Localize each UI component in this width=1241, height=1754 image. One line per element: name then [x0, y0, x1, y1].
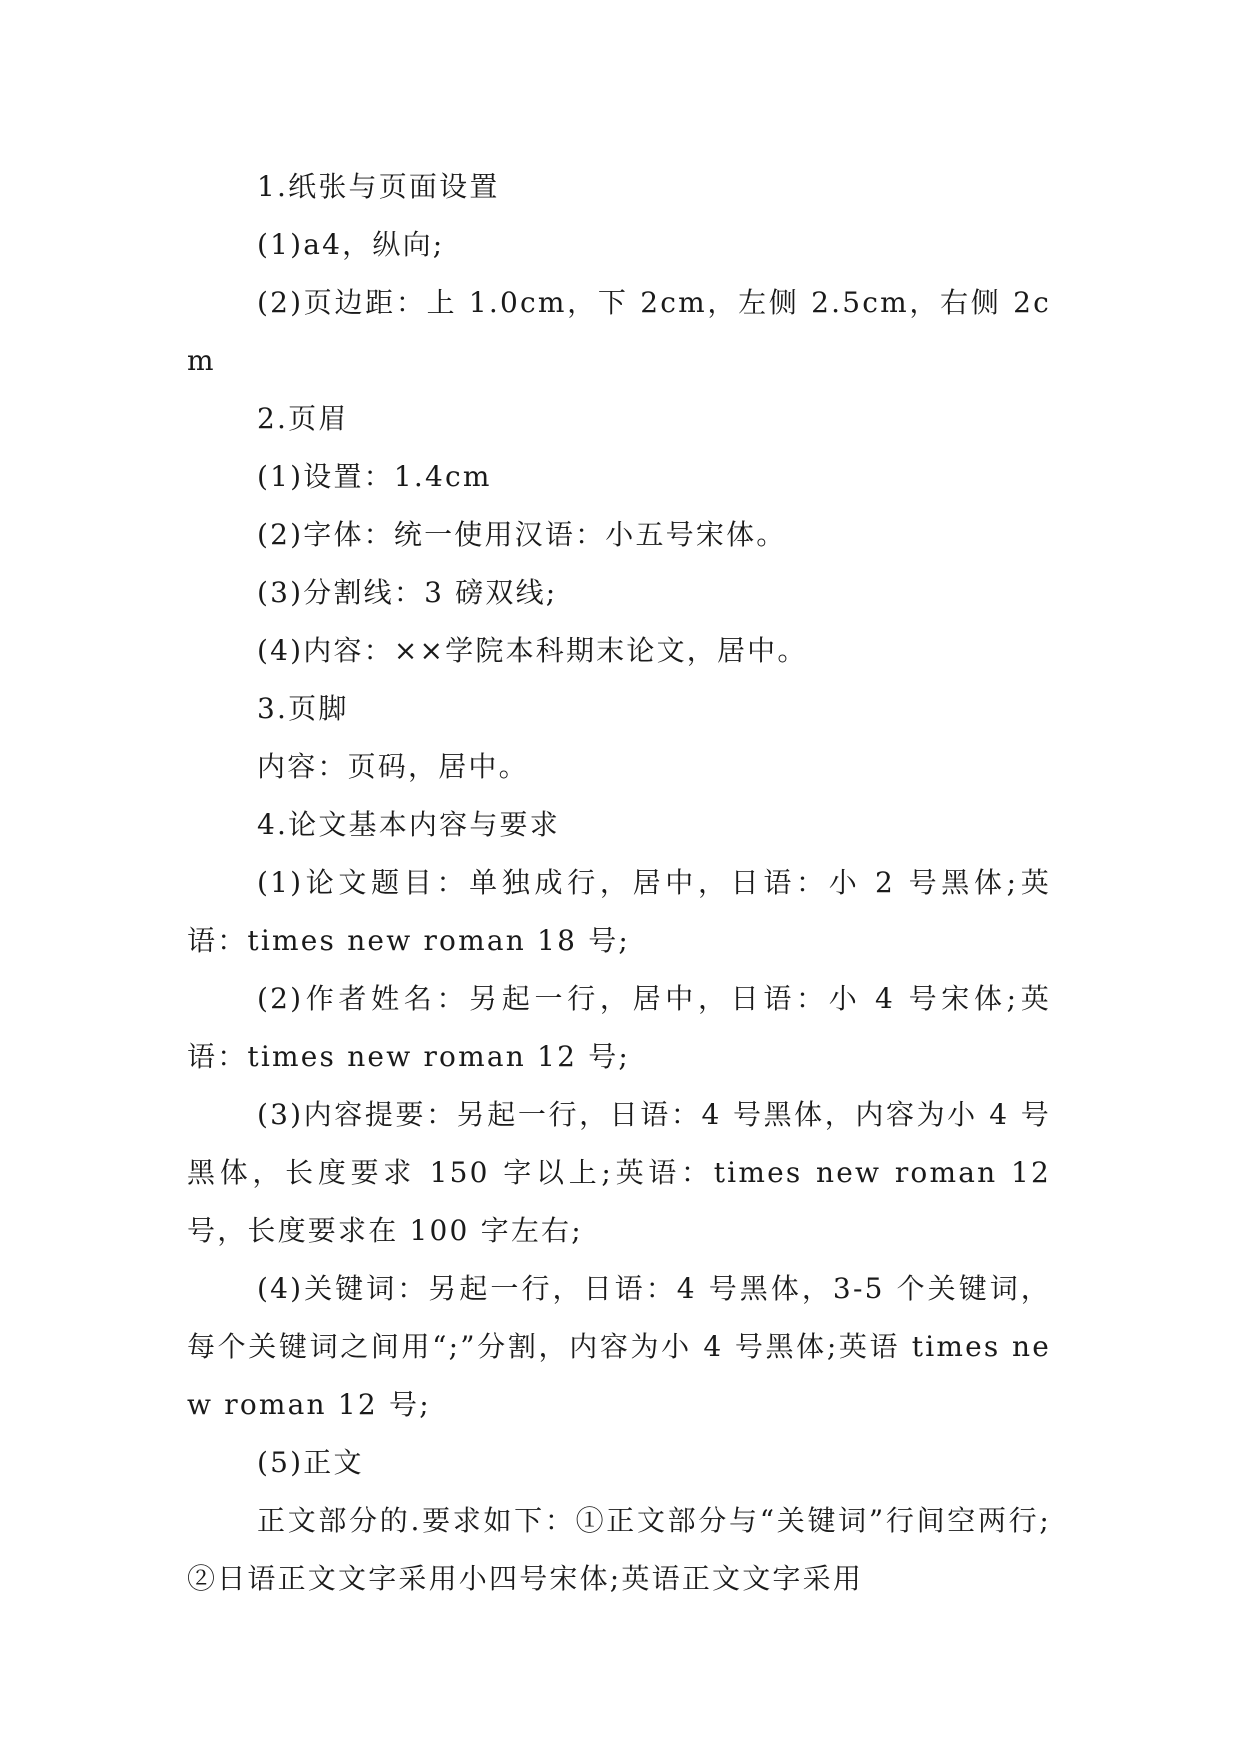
section-heading-paper-page-setup: 1.纸张与页面设置: [257, 170, 500, 203]
section-heading-footer: 3.页脚: [257, 692, 349, 725]
section-heading-paper-requirements: 4.论文基本内容与要求: [257, 808, 560, 841]
paper-title-item: (1)论文题目：单独成行，居中，日语：小 2 号黑体;英语：times new roman 18 号;: [187, 866, 1051, 957]
header-setting-item: (1)设置：1.4cm: [257, 460, 492, 493]
document-body: [187, 158, 1051, 1608]
header-font-item: (2)字体：统一使用汉语：小五号宋体。: [257, 518, 787, 551]
author-name-item: (2)作者姓名：另起一行，居中，日语：小 4 号宋体;英语：times new roman 12 号;: [187, 982, 1051, 1073]
body-text-heading-item: (5)正文: [257, 1446, 364, 1479]
section-heading-header: 2.页眉: [257, 402, 349, 435]
keywords-item: (4)关键词：另起一行，日语：4 号黑体，3-5 个关键词，每个关键词之间用“;”分割，内容为小 4 号黑体;英语 times new roman 12 号;: [187, 1272, 1051, 1421]
header-content-item: (4)内容：××学院本科期末论文，居中。: [257, 634, 808, 667]
footer-content-item: 内容：页码，居中。: [257, 750, 529, 783]
abstract-item: (3)内容提要：另起一行，日语：4 号黑体，内容为小 4 号黑体，长度要求 150 字以上;英语：times new roman 12 号，长度要求在 100 字左右;: [187, 1098, 1051, 1247]
paper-size-item: (1)a4，纵向;: [257, 228, 445, 261]
page-margins-item: (2)页边距：上 1.0cm，下 2cm，左侧 2.5cm，右侧 2cm: [187, 286, 1051, 377]
header-divider-item: (3)分割线：3 磅双线;: [257, 576, 558, 609]
body-text-requirements-paragraph: 正文部分的.要求如下：①正文部分与“关键词”行间空两行;②日语正文文字采用小四号宋体;英语正文文字采用: [187, 1504, 1051, 1595]
